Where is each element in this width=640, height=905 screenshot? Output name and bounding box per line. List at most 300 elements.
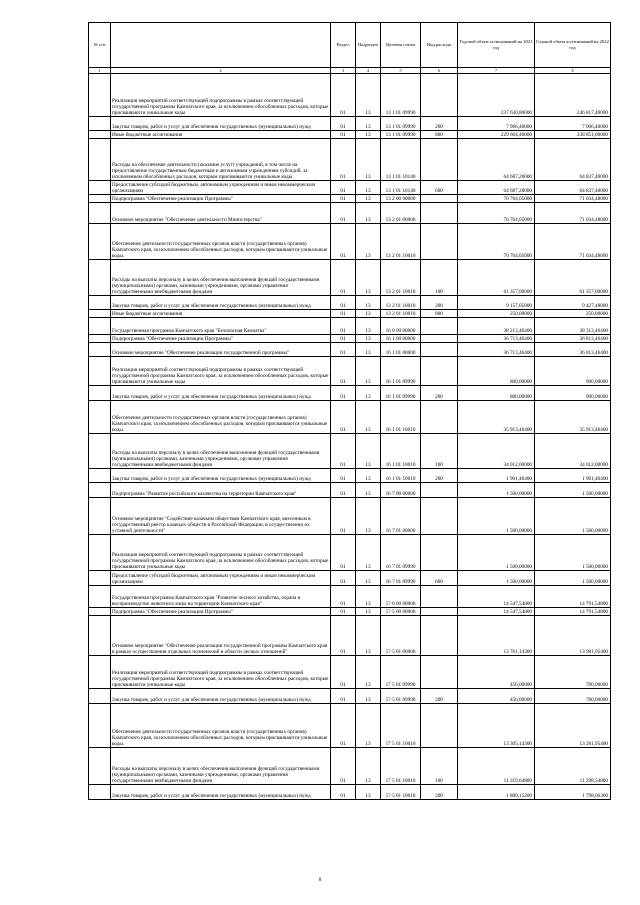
cell-volume-2021: 229 664,40000 bbox=[458, 131, 535, 139]
cell-razdel: 01 bbox=[331, 203, 356, 224]
cell-volume-2021: 70 764,05000 bbox=[458, 224, 535, 260]
cell-name: Обеспечение деятельности государственных органов власти (государственных органов) Камчатского края, за исключением обособленных расходов, которым присваиваются уникальные коды. bbox=[111, 704, 331, 748]
header-volume-2021: Годовой объем ассигнований на 2021 год bbox=[458, 23, 535, 68]
table-row bbox=[89, 689, 611, 704]
cell-razdel: 01 bbox=[331, 616, 356, 656]
cell-razdel: 01 bbox=[331, 260, 356, 296]
cell-expense-type: 100 bbox=[421, 260, 458, 296]
table-row bbox=[89, 318, 611, 335]
cell-volume-2022: 61 357,00000 bbox=[535, 260, 611, 296]
cell-name: Закупка товаров, работ и услуг для обеспечения государственных (муниципальных) нужд bbox=[111, 386, 331, 401]
cell-podrazdel: 13 bbox=[356, 203, 381, 224]
cell-podrazdel: 13 bbox=[356, 748, 381, 785]
cell-volume-2021: 250,00000 bbox=[458, 310, 535, 318]
cell-expense-type bbox=[421, 483, 458, 498]
cell-name: Подпрограмма "Обеспечение реализации Программы" bbox=[111, 195, 331, 203]
cell-expense-type bbox=[421, 656, 458, 689]
table-row bbox=[89, 386, 611, 401]
cell-volume-2022: 700,00000 bbox=[535, 689, 611, 704]
table-row bbox=[89, 785, 611, 800]
cell-razdel: 01 bbox=[331, 310, 356, 318]
cell-razdel: 01 bbox=[331, 704, 356, 748]
cell-volume-2022: 11 298,54800 bbox=[535, 748, 611, 785]
table-row bbox=[89, 357, 611, 386]
cell-razdel: 01 bbox=[331, 748, 356, 785]
cell-expense-type bbox=[421, 535, 458, 571]
column-number: 5 bbox=[381, 68, 421, 74]
cell-name: Закупка товаров, работ и услуг для обеспечения государственных (муниципальных) нужд bbox=[111, 689, 331, 704]
cell-podrazdel: 13 bbox=[356, 608, 381, 616]
cell-name: Закупка товаров, работ и услуг для обеспечения государственных (муниципальных) нужд bbox=[111, 296, 331, 310]
cell-target-article: 17 5 01 10010 bbox=[381, 785, 421, 800]
cell-razdel: 01 bbox=[331, 469, 356, 483]
cell-target-article: 17 5 01 10010 bbox=[381, 748, 421, 785]
cell-podrazdel: 13 bbox=[356, 181, 381, 195]
table-row bbox=[89, 131, 611, 139]
cell-target-article: 16 1 00 00000 bbox=[381, 335, 421, 343]
cell-razdel: 01 bbox=[331, 586, 356, 608]
cell-num bbox=[89, 296, 111, 310]
cell-num bbox=[89, 785, 111, 800]
cell-razdel: 01 bbox=[331, 318, 356, 335]
cell-razdel: 01 bbox=[331, 335, 356, 343]
cell-podrazdel: 13 bbox=[356, 498, 381, 535]
header-razdel: Раздел bbox=[331, 23, 356, 68]
cell-expense-type: 100 bbox=[421, 434, 458, 469]
cell-expense-type: 100 bbox=[421, 748, 458, 785]
cell-razdel: 01 bbox=[331, 224, 356, 260]
cell-target-article: 16 1 01 10010 bbox=[381, 401, 421, 434]
cell-podrazdel: 13 bbox=[356, 616, 381, 656]
cell-volume-2022: 9 427,48000 bbox=[535, 296, 611, 310]
cell-podrazdel: 13 bbox=[356, 785, 381, 800]
cell-name: Расходы на выплаты персоналу в целях обеспечения выполнения функций государственными (муниципальными) органами, казенными учреждениями, органами управления государственными внебюджетными фондами bbox=[111, 434, 331, 469]
cell-target-article: 16 1 01 10010 bbox=[381, 434, 421, 469]
table-row bbox=[89, 498, 611, 535]
table-row bbox=[89, 401, 611, 434]
cell-volume-2021: 800,00000 bbox=[458, 357, 535, 386]
cell-target-article: 17 5 01 00000 bbox=[381, 616, 421, 656]
cell-target-article: 17 5 01 10010 bbox=[381, 704, 421, 748]
cell-expense-type: 200 bbox=[421, 386, 458, 401]
cell-volume-2022: 14 791,54800 bbox=[535, 608, 611, 616]
cell-name: Расходы на выплаты персоналу в целях обеспечения выполнения функций государственными (муниципальными) органами, казенными учреждениями, органами управления государственными внебюджетными фондами bbox=[111, 748, 331, 785]
cell-target-article: 16 1 01 09990 bbox=[381, 357, 421, 386]
cell-volume-2021: 36 713,46400 bbox=[458, 343, 535, 357]
cell-expense-type bbox=[421, 343, 458, 357]
cell-razdel: 01 bbox=[331, 386, 356, 401]
cell-volume-2022: 900,00000 bbox=[535, 386, 611, 401]
cell-volume-2021: 70 764,05000 bbox=[458, 195, 535, 203]
cell-num bbox=[89, 195, 111, 203]
table-row bbox=[89, 483, 611, 498]
cell-target-article: 13 1 01 09990 bbox=[381, 74, 421, 117]
cell-volume-2021: 456,00000 bbox=[458, 656, 535, 689]
cell-target-article: 16 7 00 00000 bbox=[381, 483, 421, 498]
cell-name: Реализация мероприятий соответствующей подпрограммы в рамках соответствующей государственной программы Камчатского края, за исключением обособленных расходов, которые присваиваются уникальные коды bbox=[111, 656, 331, 689]
cell-expense-type: 600 bbox=[421, 181, 458, 195]
cell-podrazdel: 13 bbox=[356, 434, 381, 469]
cell-expense-type bbox=[421, 139, 458, 181]
cell-name: Подпрограмма "Обеспечение реализации Программы" bbox=[111, 608, 331, 616]
cell-num bbox=[89, 469, 111, 483]
cell-volume-2021: 1 800,15200 bbox=[458, 785, 535, 800]
cell-volume-2022: 1 500,00000 bbox=[535, 498, 611, 535]
cell-num bbox=[89, 357, 111, 386]
cell-name: Обеспечение деятельности государственных органов власти (государственных органов) Камчатского края, за исключением обособленных расходов, которым присваиваются уникальные коды. bbox=[111, 401, 331, 434]
header-expense-type: Вид расхода bbox=[421, 23, 458, 68]
cell-target-article: 17 5 00 00000 bbox=[381, 608, 421, 616]
cell-expense-type bbox=[421, 203, 458, 224]
cell-target-article: 13 2 01 10010 bbox=[381, 296, 421, 310]
table-row bbox=[89, 535, 611, 571]
cell-volume-2022: 36 813,46400 bbox=[535, 335, 611, 343]
cell-razdel: 01 bbox=[331, 131, 356, 139]
column-number: 2 bbox=[111, 68, 331, 74]
cell-expense-type bbox=[421, 401, 458, 434]
header-target-article: Целевая статья bbox=[381, 23, 421, 68]
cell-target-article: 13 2 01 10010 bbox=[381, 310, 421, 318]
cell-volume-2021: 36 713,46400 bbox=[458, 335, 535, 343]
cell-razdel: 01 bbox=[331, 571, 356, 586]
cell-razdel: 01 bbox=[331, 401, 356, 434]
budget-table-sheet bbox=[88, 22, 610, 800]
cell-name: Предоставление субсидий бюджетным, автономным учреждениям и иным некоммерческим организациям bbox=[111, 571, 331, 586]
header-num: № п/п bbox=[89, 23, 111, 68]
cell-podrazdel: 13 bbox=[356, 139, 381, 181]
cell-num bbox=[89, 401, 111, 434]
cell-razdel: 01 bbox=[331, 608, 356, 616]
cell-volume-2022: 13 281,95400 bbox=[535, 704, 611, 748]
table-row bbox=[89, 656, 611, 689]
column-number: 1 bbox=[89, 68, 111, 74]
cell-razdel: 01 bbox=[331, 656, 356, 689]
table-row bbox=[89, 748, 611, 785]
cell-expense-type bbox=[421, 74, 458, 117]
cell-podrazdel: 13 bbox=[356, 656, 381, 689]
cell-volume-2022: 13 981,95400 bbox=[535, 616, 611, 656]
cell-num bbox=[89, 586, 111, 608]
cell-num bbox=[89, 117, 111, 131]
cell-volume-2021: 1 500,00000 bbox=[458, 535, 535, 571]
cell-target-article: 16 7 01 09990 bbox=[381, 535, 421, 571]
cell-volume-2021: 11 319,64800 bbox=[458, 748, 535, 785]
column-number: 6 bbox=[421, 68, 458, 74]
cell-volume-2022: 64 837,40000 bbox=[535, 139, 611, 181]
cell-name: Государственная программа Камчатского края "Безопасная Камчатка" bbox=[111, 318, 331, 335]
cell-expense-type bbox=[421, 586, 458, 608]
cell-volume-2021: 1 500,00000 bbox=[458, 498, 535, 535]
cell-volume-2022: 1 798,06300 bbox=[535, 785, 611, 800]
cell-volume-2021: 70 764,05000 bbox=[458, 203, 535, 224]
cell-target-article: 16 7 01 09990 bbox=[381, 571, 421, 586]
cell-name: Иные бюджетные ассигнования bbox=[111, 310, 331, 318]
cell-volume-2022: 71 034,48000 bbox=[535, 224, 611, 260]
cell-volume-2022: 64 837,40000 bbox=[535, 181, 611, 195]
cell-target-article: 17 0 00 00000 bbox=[381, 586, 421, 608]
cell-num bbox=[89, 704, 111, 748]
table-row bbox=[89, 181, 611, 195]
cell-volume-2022: 38 313,46400 bbox=[535, 318, 611, 335]
cell-num bbox=[89, 689, 111, 704]
table-row bbox=[89, 335, 611, 343]
cell-expense-type bbox=[421, 335, 458, 343]
table-row bbox=[89, 260, 611, 296]
cell-razdel: 01 bbox=[331, 139, 356, 181]
cell-volume-2022: 34 012,00000 bbox=[535, 434, 611, 469]
cell-expense-type: 200 bbox=[421, 469, 458, 483]
cell-expense-type bbox=[421, 704, 458, 748]
header-volume-2022: Годовой объем ассигнований на 2022 год bbox=[535, 23, 611, 68]
cell-expense-type bbox=[421, 318, 458, 335]
table-row bbox=[89, 203, 611, 224]
cell-target-article: 16 1 01 10010 bbox=[381, 469, 421, 483]
page-number: 8 bbox=[318, 877, 322, 883]
cell-num bbox=[89, 224, 111, 260]
cell-volume-2021: 9 157,05000 bbox=[458, 296, 535, 310]
cell-volume-2022: 900,00000 bbox=[535, 357, 611, 386]
cell-expense-type: 200 bbox=[421, 117, 458, 131]
table-row bbox=[89, 139, 611, 181]
cell-volume-2022: 246 817,40000 bbox=[535, 74, 611, 117]
cell-num bbox=[89, 535, 111, 571]
cell-razdel: 01 bbox=[331, 483, 356, 498]
cell-volume-2022: 1 500,00000 bbox=[535, 571, 611, 586]
cell-target-article: 13 2 00 00000 bbox=[381, 195, 421, 203]
cell-target-article: 16 1 01 09990 bbox=[381, 386, 421, 401]
cell-name: Закупка товаров, работ и услуг для обеспечения государственных (муниципальных) нужд bbox=[111, 117, 331, 131]
table-row bbox=[89, 195, 611, 203]
cell-razdel: 01 bbox=[331, 535, 356, 571]
cell-num bbox=[89, 571, 111, 586]
cell-podrazdel: 13 bbox=[356, 586, 381, 608]
cell-num bbox=[89, 748, 111, 785]
cell-num bbox=[89, 434, 111, 469]
cell-podrazdel: 13 bbox=[356, 469, 381, 483]
table-row bbox=[89, 224, 611, 260]
cell-num bbox=[89, 139, 111, 181]
table-row bbox=[89, 343, 611, 357]
cell-podrazdel: 13 bbox=[356, 689, 381, 704]
cell-podrazdel: 13 bbox=[356, 131, 381, 139]
column-number: 7 bbox=[458, 68, 535, 74]
cell-volume-2022: 1 901,46400 bbox=[535, 469, 611, 483]
table-row bbox=[89, 704, 611, 748]
cell-name: Реализация мероприятий соответствующей подпрограммы в рамках соответствующей государственной программы Камчатского края, за исключением обособленных расходов, которые присваиваются уникальные коды bbox=[111, 357, 331, 386]
cell-volume-2022: 7 966,40000 bbox=[535, 117, 611, 131]
cell-name: Основное мероприятие "Обеспечение реализации государственной программы" bbox=[111, 343, 331, 357]
cell-target-article: 16 1 01 00000 bbox=[381, 343, 421, 357]
cell-podrazdel: 13 bbox=[356, 571, 381, 586]
cell-target-article: 13 2 01 10010 bbox=[381, 260, 421, 296]
cell-target-article: 17 5 01 09990 bbox=[381, 689, 421, 704]
column-number: 8 bbox=[535, 68, 611, 74]
cell-volume-2021: 64 687,28000 bbox=[458, 139, 535, 181]
cell-razdel: 01 bbox=[331, 296, 356, 310]
cell-podrazdel: 13 bbox=[356, 357, 381, 386]
cell-volume-2022: 1 500,00000 bbox=[535, 483, 611, 498]
cell-name: Закупка товаров, работ и услуг для обеспечения государственных (муниципальных) нужд bbox=[111, 469, 331, 483]
cell-volume-2021: 61 357,00000 bbox=[458, 260, 535, 296]
cell-volume-2021: 14 547,54800 bbox=[458, 586, 535, 608]
cell-razdel: 01 bbox=[331, 343, 356, 357]
cell-podrazdel: 13 bbox=[356, 335, 381, 343]
column-number: 3 bbox=[331, 68, 356, 74]
cell-name: Государственная программа Камчатского края "Развитие лесного хозяйства, охрана и воспроизводство животного мира на территории Камчатского края" bbox=[111, 586, 331, 608]
cell-name: Закупка товаров, работ и услуг для обеспечения государственных (муниципальных) нужд bbox=[111, 785, 331, 800]
table-row bbox=[89, 586, 611, 608]
header-podrazdel: Подраздел bbox=[356, 23, 381, 68]
table-row bbox=[89, 296, 611, 310]
cell-expense-type: 800 bbox=[421, 131, 458, 139]
cell-volume-2022: 250,00000 bbox=[535, 310, 611, 318]
cell-expense-type: 200 bbox=[421, 785, 458, 800]
cell-podrazdel: 13 bbox=[356, 195, 381, 203]
cell-num bbox=[89, 608, 111, 616]
cell-name: Обеспечение деятельности государственных органов власти (государственных органов) Камчатского края, за исключением обособленных расходов, которым присваиваются уникальные коды. bbox=[111, 224, 331, 260]
cell-razdel: 01 bbox=[331, 689, 356, 704]
cell-volume-2022: 238 851,00000 bbox=[535, 131, 611, 139]
cell-razdel: 01 bbox=[331, 498, 356, 535]
cell-name: Основное мероприятие "Содействие казачьим обществам Камчатского края, внесенным в государственный реестр казачьих обществ в Российской Федерации, в осуществлении их уставной деятельности" bbox=[111, 498, 331, 535]
cell-volume-2021: 1 901,46400 bbox=[458, 469, 535, 483]
table-row bbox=[89, 571, 611, 586]
cell-num bbox=[89, 131, 111, 139]
cell-num bbox=[89, 181, 111, 195]
cell-razdel: 01 bbox=[331, 74, 356, 117]
cell-volume-2021: 14 547,54800 bbox=[458, 608, 535, 616]
cell-name: Подпрограмма "Развитие российского казачества на территории Камчатского края" bbox=[111, 483, 331, 498]
cell-podrazdel: 13 bbox=[356, 260, 381, 296]
cell-num bbox=[89, 616, 111, 656]
cell-podrazdel: 13 bbox=[356, 704, 381, 748]
cell-podrazdel: 13 bbox=[356, 310, 381, 318]
cell-target-article: 13 2 01 00000 bbox=[381, 203, 421, 224]
cell-expense-type bbox=[421, 195, 458, 203]
cell-num bbox=[89, 335, 111, 343]
cell-num bbox=[89, 310, 111, 318]
cell-volume-2021: 456,00000 bbox=[458, 689, 535, 704]
cell-podrazdel: 13 bbox=[356, 401, 381, 434]
cell-num bbox=[89, 483, 111, 498]
header-name bbox=[111, 23, 331, 68]
cell-volume-2022: 14 791,54800 bbox=[535, 586, 611, 608]
table-header-row bbox=[89, 23, 611, 68]
cell-volume-2021: 1 500,00000 bbox=[458, 571, 535, 586]
cell-expense-type: 200 bbox=[421, 296, 458, 310]
cell-razdel: 01 bbox=[331, 785, 356, 800]
cell-num bbox=[89, 386, 111, 401]
table-body bbox=[89, 74, 611, 800]
table-row bbox=[89, 608, 611, 616]
cell-razdel: 01 bbox=[331, 181, 356, 195]
cell-podrazdel: 13 bbox=[356, 535, 381, 571]
table-row bbox=[89, 117, 611, 131]
cell-podrazdel: 13 bbox=[356, 74, 381, 117]
cell-volume-2021: 1 500,00000 bbox=[458, 483, 535, 498]
cell-razdel: 01 bbox=[331, 117, 356, 131]
cell-name: Расходы на выплаты персоналу в целях обеспечения выполнения функций государственными (муниципальными) органами, казенными учреждениями, органами управления государственными внебюджетными фондами bbox=[111, 260, 331, 296]
cell-podrazdel: 13 bbox=[356, 318, 381, 335]
cell-expense-type bbox=[421, 608, 458, 616]
cell-target-article: 13 1 01 09990 bbox=[381, 131, 421, 139]
cell-target-article: 16 7 01 00000 bbox=[381, 498, 421, 535]
cell-razdel: 01 bbox=[331, 434, 356, 469]
cell-podrazdel: 13 bbox=[356, 483, 381, 498]
table-row bbox=[89, 434, 611, 469]
cell-expense-type bbox=[421, 224, 458, 260]
cell-volume-2021: 13 305,14300 bbox=[458, 704, 535, 748]
cell-num bbox=[89, 498, 111, 535]
cell-name: Расходы на обеспечение деятельности (оказание услуг) учреждений, в том числе на предоставление государственным бюджетным и автономным учреждениям субсидий, за исключением обособленных расходов, которым присваиваются уникальные коды bbox=[111, 139, 331, 181]
table-row bbox=[89, 310, 611, 318]
table-row bbox=[89, 616, 611, 656]
cell-razdel: 01 bbox=[331, 357, 356, 386]
cell-expense-type bbox=[421, 498, 458, 535]
cell-name: Подпрограмма "Обеспечение реализации Программы" bbox=[111, 335, 331, 343]
cell-num bbox=[89, 203, 111, 224]
cell-name: Предоставление субсидий бюджетным, автономным учреждениям и иным некоммерческим организациям bbox=[111, 181, 331, 195]
cell-volume-2021: 237 630,80000 bbox=[458, 74, 535, 117]
cell-volume-2021: 64 687,28000 bbox=[458, 181, 535, 195]
cell-target-article: 13 1 01 10140 bbox=[381, 139, 421, 181]
cell-razdel: 01 bbox=[331, 195, 356, 203]
cell-num bbox=[89, 656, 111, 689]
cell-volume-2021: 34 012,00000 bbox=[458, 434, 535, 469]
cell-volume-2021: 38 213,46400 bbox=[458, 318, 535, 335]
cell-volume-2021: 13 761,14300 bbox=[458, 616, 535, 656]
cell-target-article: 17 5 01 09990 bbox=[381, 656, 421, 689]
cell-expense-type: 600 bbox=[421, 571, 458, 586]
cell-podrazdel: 13 bbox=[356, 117, 381, 131]
cell-target-article: 16 0 00 00000 bbox=[381, 318, 421, 335]
cell-volume-2022: 700,00000 bbox=[535, 656, 611, 689]
cell-expense-type: 200 bbox=[421, 689, 458, 704]
cell-expense-type bbox=[421, 357, 458, 386]
cell-volume-2022: 35 913,46400 bbox=[535, 401, 611, 434]
cell-volume-2022: 71 034,48000 bbox=[535, 203, 611, 224]
cell-podrazdel: 13 bbox=[356, 224, 381, 260]
cell-name: Реализация мероприятий соответствующей подпрограммы в рамках соответствующей государственной программы Камчатского края, за исключением обособленных расходов, которые присваиваются уникальные коды bbox=[111, 74, 331, 117]
budget-table bbox=[88, 22, 611, 800]
cell-name: Реализация мероприятий соответствующей подпрограммы в рамках соответствующей государственной программы Камчатского края, за исключением обособленных расходов, которые присваиваются уникальные коды bbox=[111, 535, 331, 571]
cell-podrazdel: 13 bbox=[356, 296, 381, 310]
cell-num bbox=[89, 260, 111, 296]
cell-expense-type: 800 bbox=[421, 310, 458, 318]
cell-volume-2021: 800,00000 bbox=[458, 386, 535, 401]
cell-podrazdel: 13 bbox=[356, 343, 381, 357]
cell-volume-2022: 1 500,00000 bbox=[535, 535, 611, 571]
cell-name: Основное мероприятие "Обеспечение реализации государственной программы Камчатского края в рамках осуществления отдельных полномочий в области лесных отношений" bbox=[111, 616, 331, 656]
cell-target-article: 13 2 01 10010 bbox=[381, 224, 421, 260]
cell-expense-type bbox=[421, 616, 458, 656]
cell-target-article: 13 1 01 10140 bbox=[381, 181, 421, 195]
cell-volume-2022: 71 034,48000 bbox=[535, 195, 611, 203]
cell-num bbox=[89, 318, 111, 335]
cell-num bbox=[89, 343, 111, 357]
cell-volume-2021: 7 966,40000 bbox=[458, 117, 535, 131]
cell-target-article: 13 1 01 09990 bbox=[381, 117, 421, 131]
table-row bbox=[89, 469, 611, 483]
cell-num bbox=[89, 74, 111, 117]
cell-podrazdel: 13 bbox=[356, 386, 381, 401]
table-row bbox=[89, 74, 611, 117]
cell-volume-2022: 36 813,46400 bbox=[535, 343, 611, 357]
cell-name: Иные бюджетные ассигнования bbox=[111, 131, 331, 139]
cell-volume-2021: 35 913,46400 bbox=[458, 401, 535, 434]
cell-name: Основное мероприятие "Обеспечение деятельности Министерства" bbox=[111, 203, 331, 224]
column-number: 4 bbox=[356, 68, 381, 74]
